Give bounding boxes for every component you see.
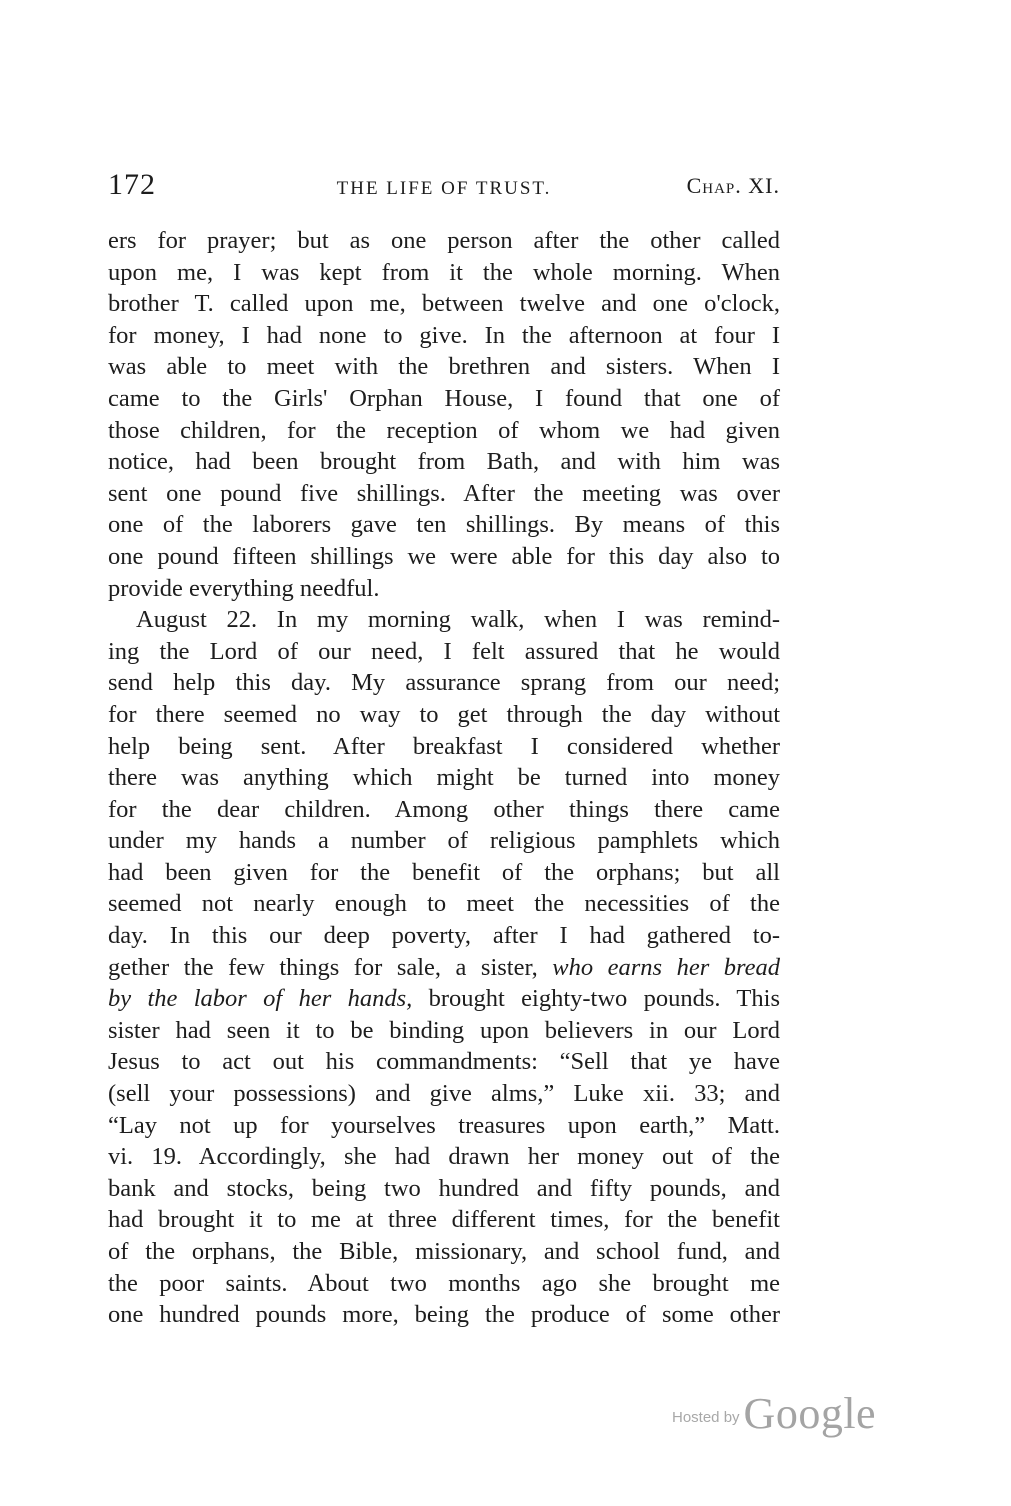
italic-phrase: by the labor of her hands, — [108, 985, 413, 1013]
text-line: for money, I had none to give. In the afternoon at four I — [108, 321, 780, 349]
text-line: came to the Girls' Orphan House, I found that one of — [108, 384, 780, 412]
chapter-label: Chap. XI. — [686, 173, 780, 198]
text-line: sent one pound five shillings. After the meeting was over — [108, 479, 780, 507]
text-line: had brought it to me at three different times, for the benefit — [108, 1206, 780, 1234]
italic-phrase: who earns her bread — [552, 953, 780, 981]
text-line: sister had seen it to be binding upon believers in our Lord — [108, 1016, 780, 1044]
text-line: vi. 19. Accordingly, she had drawn her money out of the — [108, 1143, 780, 1171]
text-line: bank and stocks, being two hundred and fifty pounds, and — [108, 1174, 780, 1202]
text-line: was able to meet with the brethren and sisters. When I — [108, 353, 780, 381]
running-head — [108, 168, 780, 208]
text-line: ers for prayer; but as one person after the other called — [108, 227, 780, 254]
text-line: brother T. called upon me, between twelve and one o'clock, — [108, 290, 780, 318]
text-line: had been given for the benefit of the orphans; but all — [108, 858, 780, 886]
text-line: notice, had been brought from Bath, and with him was — [108, 448, 780, 476]
text-line — [108, 952, 780, 984]
text-line: August 22. In my morning walk, when I was remind- — [136, 606, 780, 634]
text-line: day. In this our deep poverty, after I had gathered to- — [108, 922, 780, 950]
body-text — [108, 225, 780, 1331]
text-line: for there seemed no way to get through the day without — [108, 700, 780, 728]
text-line: one pound fifteen shillings we were able for this day also to — [108, 542, 780, 570]
text-line: upon me, I was kept from it the whole morning. When — [108, 258, 780, 286]
text-line: provide everything needful. — [108, 574, 380, 602]
text-line: under my hands a number of religious pamphlets which — [108, 827, 780, 855]
text-line: ing the Lord of our need, I felt assured that he would — [108, 637, 780, 665]
book-title: THE LIFE OF TRUST. — [336, 178, 552, 199]
text-line: seemed not nearly enough to meet the necessities of the — [108, 890, 780, 918]
text-line: “Lay not up for yourselves treasures upon earth,” Matt. — [108, 1111, 780, 1139]
page-number: 172 — [108, 168, 156, 201]
hosted-by-label: Hosted by — [672, 1409, 740, 1426]
text-fragment: brought eighty-two pounds. This — [428, 985, 780, 1013]
text-line: there was anything which might be turned into money — [108, 764, 780, 792]
text-line: send help this day. My assurance sprang from our need; — [108, 669, 780, 697]
text-line: the poor saints. About two months ago she brought me — [108, 1269, 780, 1297]
text-line: (sell your possessions) and give alms,” Luke xii. 33; and — [108, 1080, 780, 1108]
text-line: help being sent. After breakfast I considered whether — [108, 732, 780, 760]
text-fragment: gether the few things for sale, a sister, — [108, 953, 538, 981]
text-line: one of the laborers gave ten shillings. By means of this — [108, 511, 780, 539]
text-line: Jesus to act out his commandments: “Sell that ye have — [108, 1048, 780, 1076]
text-line: of the orphans, the Bible, missionary, and school fund, and — [108, 1238, 780, 1265]
google-logo: Google — [743, 1389, 877, 1438]
hosted-by-google-watermark — [672, 1388, 876, 1438]
text-line — [108, 983, 780, 1015]
text-line: for the dear children. Among other things there came — [108, 795, 780, 823]
text-line: one hundred pounds more, being the produce of some other — [108, 1301, 780, 1329]
text-line: those children, for the reception of whom we had given — [108, 416, 780, 444]
